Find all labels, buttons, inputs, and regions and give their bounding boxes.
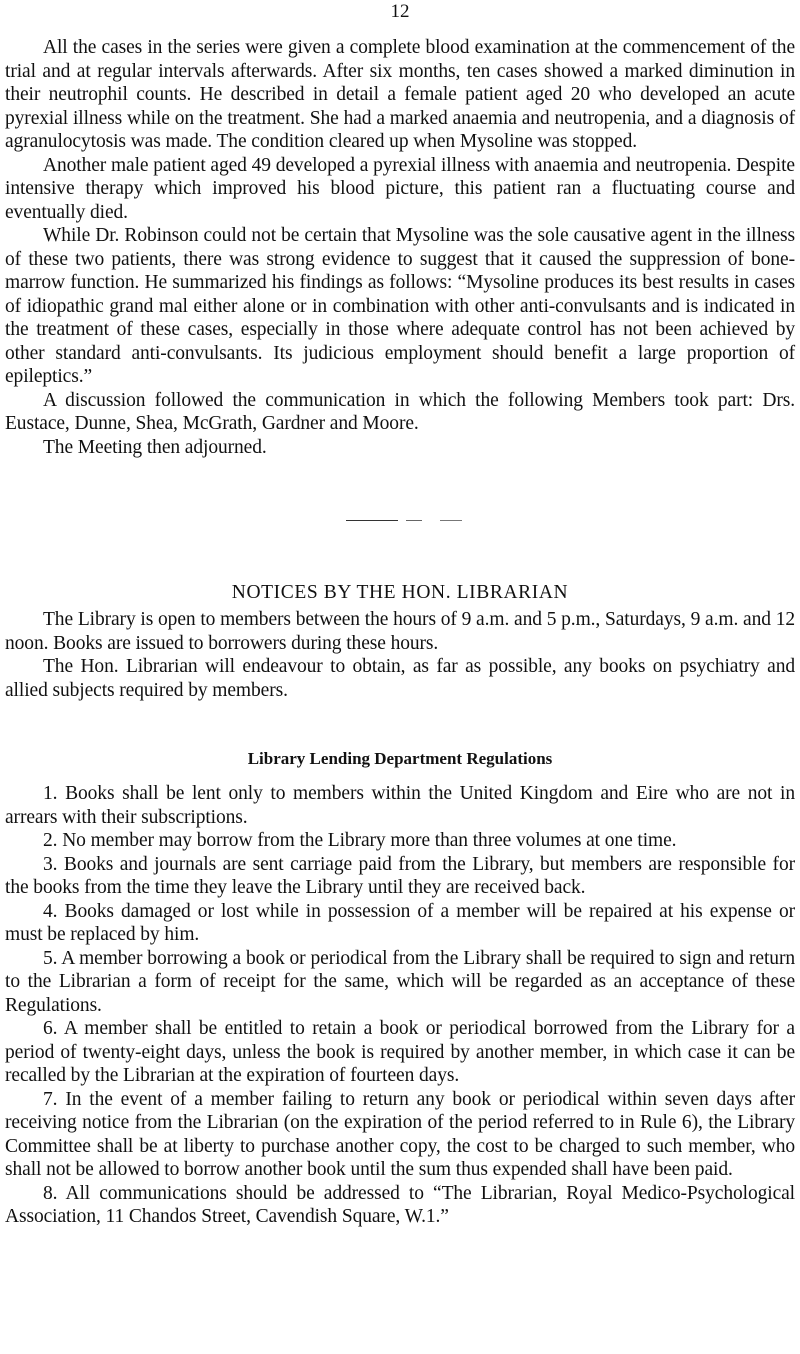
- regulation-item: 1. Books shall be lent only to members within the United Kingdom and Eire who are not in arrears with their subscriptions.: [5, 783, 795, 828]
- notices-title: NOTICES BY THE HON. LIBRARIAN: [231, 582, 569, 603]
- report-paragraph: All the cases in the series were given a complete blood examination at the commencement of the trial and at regular intervals afterwards. After six months, ten cases showed a marked diminution in their neutrophil counts. He described in detail a female patient aged 20 who developed an acute pyrexial illness while on the treatment. She had a marked anaemia and neutropenia, and a diagnosis of agranulocytosis was made. The condition cleared up when Mysoline was stopped.: [5, 37, 795, 152]
- regulation-item: 8. All communications should be addressed to “The Librarian, Royal Medico-Psychological Association, 11 Chandos Street, Cavendish Square, W.1.”: [5, 1182, 795, 1227]
- notice-paragraph: The Library is open to members between the hours of 9 a.m. and 5 p.m., Saturdays, 9 a.m. and 12 noon. Books are issued to borrowers during these hours.: [5, 609, 795, 654]
- notice-paragraph: The Hon. Librarian will endeavour to obtain, as far as possible, any books on psychiatry and allied subjects required by members.: [5, 656, 795, 701]
- page-number: 12: [390, 1, 410, 22]
- section-divider: [5, 520, 795, 521]
- regulation-item: 5. A member borrowing a book or periodical from the Library shall be required to sign and return to the Librarian a form of receipt for the same, which will be regarded as an acceptance of these Regulations.: [5, 947, 795, 1016]
- regulation-item: 7. In the event of a member failing to return any book or periodical within seven days after receiving notice from the Librarian (on the expiration of the period referred to in Rule 6), the Library Committee shall be at liberty to purchase another copy, the cost to be charged to such member, who shall not be allowed to borrow another book until the sum thus expended shall have been paid.: [5, 1088, 795, 1180]
- divider-rule: [346, 520, 462, 521]
- lending-regulations: [5, 748, 795, 1229]
- report-paragraph: While Dr. Robinson could not be certain that Mysoline was the sole causative agent in the illness of these two patients, there was strong evidence to suggest that it caused the suppression of bone-marrow function. He summarized his findings as follows: “Mysoline produces its best results in cases of idiopathic grand mal either alone or in combination with other anti-convulsants and is indicated in the treatment of these cases, especially in those where adequate control has not been achieved by other standard anti-convulsants. Its judicious employment should benefit a large proportion of epileptics.”: [5, 225, 795, 387]
- report-paragraph: Another male patient aged 49 developed a pyrexial illness with anaemia and neutropenia. Despite intensive therapy which improved his blood picture, this patient ran a fluctuating course and eventually died.: [5, 154, 795, 223]
- report-paragraph: A discussion followed the communication in which the following Members took part: Drs. Eustace, Dunne, Shea, McGrath, Gardner and Moore.: [5, 389, 795, 434]
- document-page: [5, 0, 795, 1229]
- report-paragraph: The Meeting then adjourned.: [43, 436, 267, 458]
- regulation-item: 2. No member may borrow from the Library more than three volumes at one time.: [43, 830, 677, 851]
- regulation-item: 4. Books damaged or lost while in possession of a member will be repaired at his expense or must be replaced by him.: [5, 900, 795, 945]
- regulation-item: 3. Books and journals are sent carriage paid from the Library, but members are responsible for the books from the time they leave the Library until they are received back.: [5, 853, 795, 898]
- regulation-item: 6. A member shall be entitled to retain a book or periodical borrowed from the Library for a period of twenty-eight days, unless the book is required by another member, in which case it can be recalled by the Librarian at the expiration of fourteen days.: [5, 1018, 795, 1086]
- regulations-heading: Library Lending Department Regulations: [247, 749, 553, 768]
- librarian-notices: [5, 581, 795, 702]
- meeting-report: [5, 36, 795, 459]
